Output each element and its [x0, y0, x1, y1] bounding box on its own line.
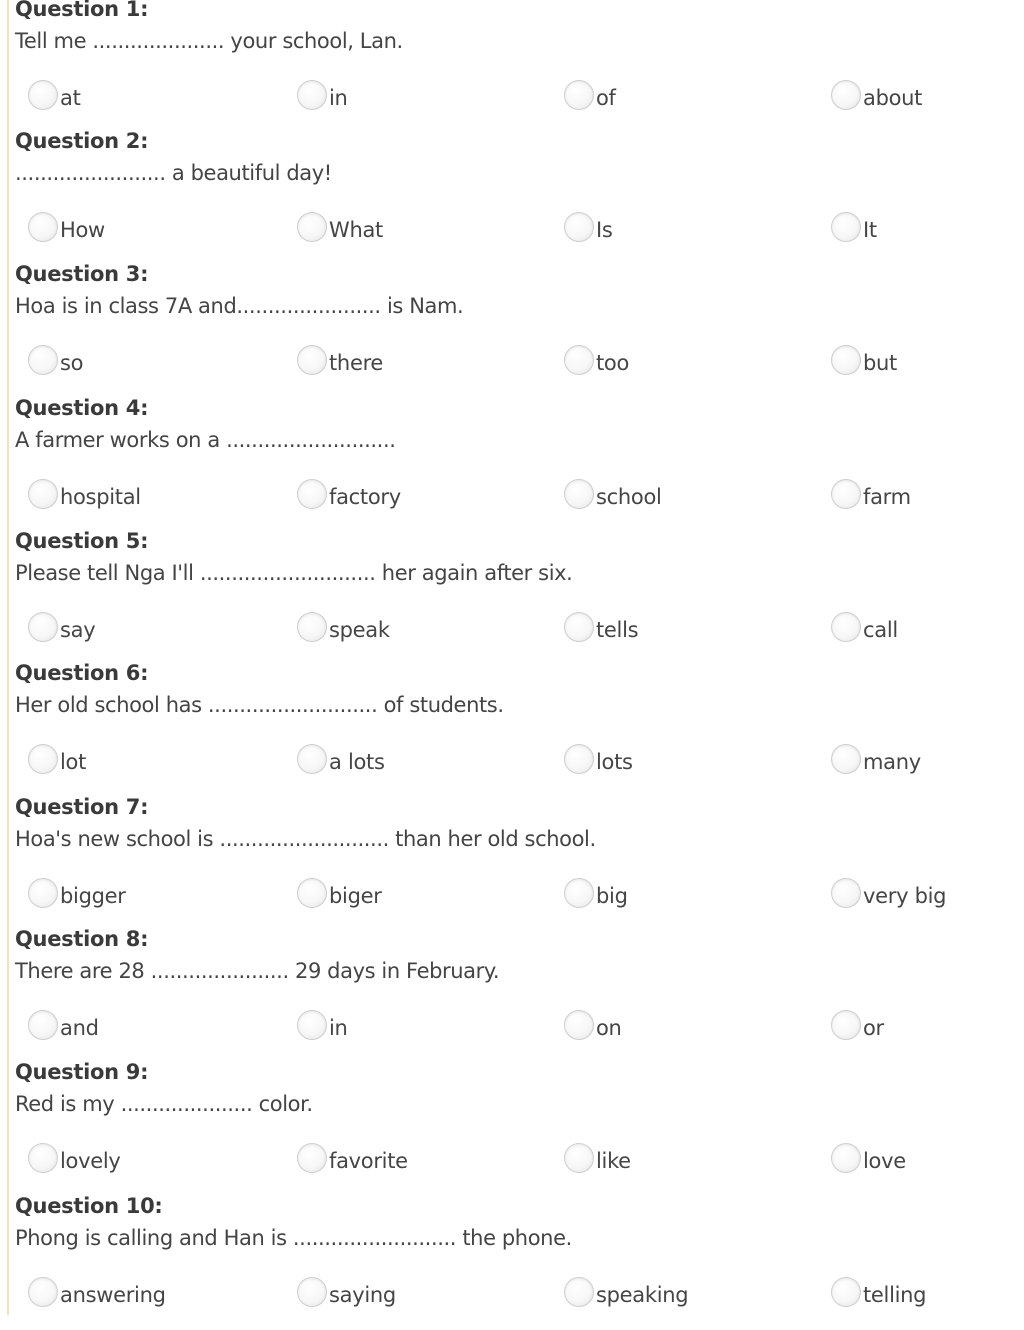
question-text: Phong is calling and Han is .......................... the phone.	[15, 1226, 572, 1250]
option-answering[interactable]	[28, 1275, 166, 1315]
option-label: big	[596, 884, 628, 908]
radio-button[interactable]	[564, 80, 594, 110]
question-text: Hoa is in class 7A and....................... is Nam.	[15, 294, 464, 318]
option-label: or	[863, 1016, 884, 1040]
radio-button[interactable]	[28, 878, 58, 908]
option-in[interactable]	[297, 1008, 348, 1048]
option-label: love	[863, 1149, 906, 1173]
option-label: very big	[863, 884, 947, 908]
question-title: Question 1:	[15, 0, 149, 21]
radio-button[interactable]	[297, 1010, 327, 1040]
option-speaking[interactable]	[564, 1275, 688, 1315]
option-label: speaking	[596, 1283, 689, 1307]
option-label: lot	[60, 750, 87, 774]
option-label: in	[329, 86, 348, 110]
option-label: tells	[596, 618, 639, 642]
option-there[interactable]	[297, 343, 383, 383]
radio-button[interactable]	[564, 1010, 594, 1040]
question-text: Tell me ..................... your school, Lan.	[15, 29, 403, 53]
option-label: It	[863, 218, 877, 242]
option-farm[interactable]	[831, 477, 911, 517]
question-text: ........................ a beautiful day!	[15, 161, 332, 185]
option-label: at	[60, 86, 81, 110]
question-title: Question 5:	[15, 529, 149, 553]
option-label: school	[596, 485, 662, 509]
radio-button[interactable]	[831, 345, 861, 375]
option-label: hospital	[60, 485, 141, 509]
option-tells[interactable]	[564, 610, 638, 650]
question-text: Hoa's new school is ........................... than her old school.	[15, 827, 596, 851]
radio-button[interactable]	[564, 212, 594, 242]
option-on[interactable]	[564, 1008, 622, 1048]
radio-button[interactable]	[297, 479, 327, 509]
option-of[interactable]	[564, 78, 616, 118]
radio-button[interactable]	[28, 80, 58, 110]
radio-button[interactable]	[831, 479, 861, 509]
option-label: in	[329, 1016, 348, 1040]
radio-button[interactable]	[28, 345, 58, 375]
option-it[interactable]	[831, 210, 877, 250]
question-title: Question 10:	[15, 1194, 163, 1218]
option-label: a lots	[329, 750, 385, 774]
radio-button[interactable]	[297, 744, 327, 774]
option-label: too	[596, 351, 630, 375]
radio-button[interactable]	[564, 479, 594, 509]
option-big[interactable]	[564, 876, 628, 916]
question-2	[0, 129, 1024, 265]
option-but[interactable]	[831, 343, 897, 383]
option-label: favorite	[329, 1149, 408, 1173]
option-label: speak	[329, 618, 390, 642]
option-label: about	[863, 86, 923, 110]
question-4	[0, 396, 1024, 532]
option-too[interactable]	[564, 343, 629, 383]
question-1	[0, 0, 1024, 133]
question-title: Question 9:	[15, 1060, 149, 1084]
option-many[interactable]	[831, 742, 921, 782]
option-label: bigger	[60, 884, 126, 908]
radio-button[interactable]	[564, 1143, 594, 1173]
option-label: on	[596, 1016, 622, 1040]
radio-button[interactable]	[831, 878, 861, 908]
option-hospital[interactable]	[28, 477, 141, 517]
option-at[interactable]	[28, 78, 81, 118]
option-label: What	[329, 218, 383, 242]
question-text: Please tell Nga I'll ............................ her again after six.	[15, 561, 573, 585]
option-label: of	[596, 86, 616, 110]
option-about[interactable]	[831, 78, 922, 118]
option-label: say	[60, 618, 96, 642]
question-text: A farmer works on a ...........................	[15, 428, 396, 452]
radio-button[interactable]	[28, 1143, 58, 1173]
option-label: saying	[329, 1283, 396, 1307]
question-9	[0, 1060, 1024, 1196]
option-lot[interactable]	[28, 742, 86, 782]
option-biger[interactable]	[297, 876, 382, 916]
question-5	[0, 529, 1024, 665]
option-lovely[interactable]	[28, 1141, 121, 1181]
option-like[interactable]	[564, 1141, 631, 1181]
radio-button[interactable]	[831, 1143, 861, 1173]
radio-button[interactable]	[831, 212, 861, 242]
option-label: answering	[60, 1283, 166, 1307]
option-label: lots	[596, 750, 633, 774]
question-3	[0, 262, 1024, 398]
question-text: Her old school has ........................... of students.	[15, 693, 504, 717]
question-title: Question 8:	[15, 927, 149, 951]
option-label: How	[60, 218, 105, 242]
option-what[interactable]	[297, 210, 383, 250]
option-saying[interactable]	[297, 1275, 396, 1315]
option-and[interactable]	[28, 1008, 99, 1048]
radio-button[interactable]	[831, 744, 861, 774]
option-label: lovely	[60, 1149, 121, 1173]
option-label: call	[863, 618, 898, 642]
radio-button[interactable]	[564, 1277, 594, 1307]
question-title: Question 7:	[15, 795, 149, 819]
option-is[interactable]	[564, 210, 613, 250]
option-label: so	[60, 351, 84, 375]
question-title: Question 3:	[15, 262, 149, 286]
option-label: factory	[329, 485, 401, 509]
option-school[interactable]	[564, 477, 662, 517]
option-telling[interactable]	[831, 1275, 926, 1315]
option-label: and	[60, 1016, 99, 1040]
radio-button[interactable]	[297, 612, 327, 642]
question-title: Question 4:	[15, 396, 149, 420]
option-label: but	[863, 351, 897, 375]
radio-button[interactable]	[564, 612, 594, 642]
radio-button[interactable]	[28, 744, 58, 774]
option-label: like	[596, 1149, 631, 1173]
radio-button[interactable]	[564, 345, 594, 375]
radio-button[interactable]	[28, 612, 58, 642]
option-label: Is	[596, 218, 613, 242]
radio-button[interactable]	[28, 1277, 58, 1307]
option-how[interactable]	[28, 210, 105, 250]
option-call[interactable]	[831, 610, 898, 650]
radio-button[interactable]	[831, 612, 861, 642]
radio-button[interactable]	[28, 479, 58, 509]
option-factory[interactable]	[297, 477, 401, 517]
radio-button[interactable]	[28, 212, 58, 242]
radio-button[interactable]	[831, 1277, 861, 1307]
option-very-big[interactable]	[831, 876, 946, 916]
option-love[interactable]	[831, 1141, 906, 1181]
option-bigger[interactable]	[28, 876, 126, 916]
question-6	[0, 661, 1024, 797]
question-text: There are 28 ...................... 29 days in February.	[15, 959, 500, 983]
question-title: Question 2:	[15, 129, 149, 153]
option-label: there	[329, 351, 384, 375]
question-10	[0, 1194, 1024, 1330]
question-text: Red is my ..................... color.	[15, 1092, 313, 1116]
radio-button[interactable]	[297, 80, 327, 110]
radio-button[interactable]	[297, 1143, 327, 1173]
radio-button[interactable]	[297, 345, 327, 375]
question-title: Question 6:	[15, 661, 149, 685]
radio-button[interactable]	[831, 1010, 861, 1040]
option-in[interactable]	[297, 78, 348, 118]
radio-button[interactable]	[564, 878, 594, 908]
option-favorite[interactable]	[297, 1141, 408, 1181]
radio-button[interactable]	[297, 878, 327, 908]
option-lots[interactable]	[564, 742, 633, 782]
option-so[interactable]	[28, 343, 83, 383]
option-label: telling	[863, 1283, 927, 1307]
option-a-lots[interactable]	[297, 742, 385, 782]
question-7	[0, 795, 1024, 931]
option-label: biger	[329, 884, 382, 908]
radio-button[interactable]	[297, 1277, 327, 1307]
option-say[interactable]	[28, 610, 95, 650]
option-label: farm	[863, 485, 911, 509]
radio-button[interactable]	[564, 744, 594, 774]
radio-button[interactable]	[28, 1010, 58, 1040]
option-label: many	[863, 750, 921, 774]
option-speak[interactable]	[297, 610, 390, 650]
option-or[interactable]	[831, 1008, 884, 1048]
radio-button[interactable]	[297, 212, 327, 242]
radio-button[interactable]	[831, 80, 861, 110]
question-8	[0, 927, 1024, 1063]
